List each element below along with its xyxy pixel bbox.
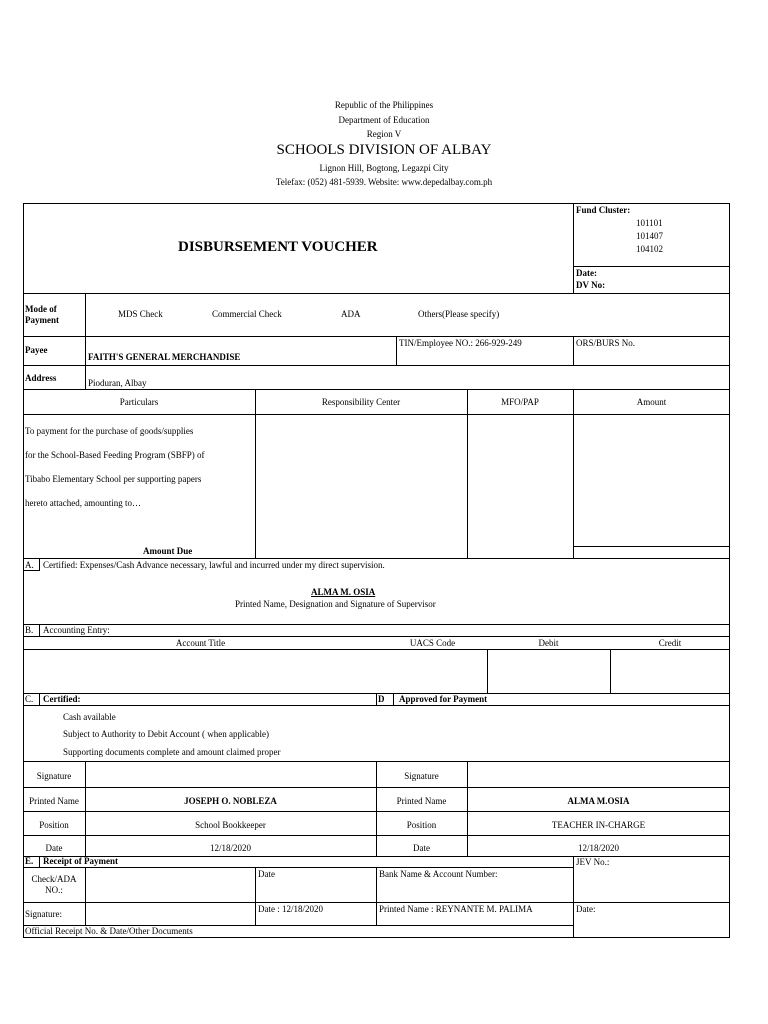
col-mfo-pap: MFO/PAP: [501, 397, 539, 407]
left-signature-label: Signature: [36, 771, 72, 781]
payee-label: Payee: [25, 345, 48, 355]
receipt-printed-name: Printed Name : REYNANTE M. PALIMA: [379, 904, 533, 914]
header-org: SCHOOLS DIVISION OF ALBAY: [276, 142, 492, 158]
col-account-title: Account Title: [175, 638, 226, 648]
right-date-label: Date: [413, 843, 430, 853]
right-printed-name: ALMA M.OSIA: [567, 796, 630, 806]
supervisor-caption: Printed Name, Designation and Signature of Supervisor: [235, 599, 436, 609]
particulars-line: hereto attached, amounting to…: [25, 498, 141, 508]
col-particulars: Particulars: [119, 397, 159, 407]
left-printed-name-label: Printed Name: [29, 796, 79, 806]
col-debit: Debit: [538, 638, 559, 648]
fund-cluster-code: 104102: [636, 244, 663, 254]
fund-cluster-code: 101407: [636, 231, 663, 241]
right-printed-name-label: Printed Name: [396, 796, 447, 806]
particulars-line: for the School-Based Feeding Program (SBFP) of: [25, 450, 205, 460]
mode-option-commercial[interactable]: Commercial Check: [212, 309, 282, 319]
dv-no-label: DV No:: [576, 280, 606, 290]
mode-option-ada[interactable]: ADA: [341, 309, 361, 319]
header-department: Department of Education: [338, 115, 430, 125]
address-value: Pioduran, Albay: [88, 378, 147, 388]
receipt-date-value: Date : 12/18/2020: [258, 904, 323, 914]
header-contact: Telefax: (052) 481-5939. Website: www.depedalbay.com.ph: [275, 177, 493, 187]
section-b-text: Accounting Entry:: [43, 625, 110, 635]
bank-account-label: Bank Name & Account Number:: [379, 869, 498, 879]
jev-no-label: JEV No.:: [576, 857, 610, 867]
section-e-text: Receipt of Payment: [43, 856, 118, 866]
fund-cluster-label: Fund Cluster:: [576, 205, 631, 215]
right-position: TEACHER IN-CHARGE: [551, 820, 646, 830]
section-e-letter: E.: [25, 856, 34, 866]
left-date: 12/18/2020: [209, 843, 251, 853]
left-printed-name: JOSEPH O. NOBLEZA: [184, 796, 277, 806]
payee-tin: TIN/Employee NO.: 266-929-249: [399, 338, 522, 348]
col-responsibility: Responsibility Center: [321, 397, 401, 407]
col-credit: Credit: [658, 638, 682, 648]
certified-item: Subject to Authority to Debit Account ( when applicable): [63, 729, 269, 739]
payee-name: FAITH'S GENERAL MERCHANDISE: [88, 352, 241, 362]
header-region: Region V: [366, 129, 402, 139]
supervisor-name: ALMA M. OSIA: [311, 587, 376, 597]
date-label: Date:: [576, 268, 597, 278]
receipt-date-label: Date: [258, 869, 275, 879]
ors-burs-label: ORS/BURS No.: [576, 338, 636, 348]
header-republic: Republic of the Philippines: [334, 100, 434, 110]
section-c-letter: C.: [25, 694, 34, 704]
section-a-letter: A.: [25, 560, 34, 570]
header-address: Lignon Hill, Bogtong, Legazpi City: [319, 163, 449, 173]
section-d-letter: D: [378, 694, 385, 704]
address-label: Address: [25, 373, 57, 383]
check-ada-label: Check/ADA NO.:: [31, 874, 77, 895]
left-date-label: Date: [45, 843, 63, 853]
certified-item: Cash available: [63, 712, 116, 722]
receipt-date2-label: Date:: [576, 904, 596, 914]
right-date: 12/18/2020: [577, 843, 619, 853]
section-c-text: Certified:: [43, 694, 81, 704]
particulars-line: To payment for the purchase of goods/supplies: [25, 426, 194, 436]
official-receipt-label: Official Receipt No. & Date/Other Documents: [25, 926, 193, 936]
section-d-text: Approved for Payment: [399, 694, 488, 704]
col-amount: Amount: [636, 397, 667, 407]
right-signature-label: Signature: [404, 771, 439, 781]
left-position: School Bookkeeper: [195, 820, 266, 830]
amount-due-label: Amount Due: [143, 546, 193, 556]
mode-option-mds[interactable]: MDS Check: [118, 309, 163, 319]
receipt-signature-label: Signature:: [25, 909, 62, 919]
right-position-label: Position: [406, 820, 437, 830]
mode-option-others[interactable]: Others(Please specify): [418, 309, 500, 319]
voucher-title: DISBURSEMENT VOUCHER: [178, 239, 378, 255]
left-position-label: Position: [39, 820, 69, 830]
particulars-line: Tibabo Elementary School per supporting papers: [25, 474, 202, 484]
section-a-text: Certified: Expenses/Cash Advance necessary, lawful and incurred under my direct supervision.: [43, 560, 385, 570]
certified-item: Supporting documents complete and amount claimed proper: [63, 747, 281, 757]
fund-cluster-code: 101101: [636, 218, 663, 228]
col-uacs-code: UACS Code: [409, 638, 456, 648]
mode-of-payment-label: Mode of Payment: [25, 304, 59, 325]
section-b-letter: B.: [25, 625, 34, 635]
